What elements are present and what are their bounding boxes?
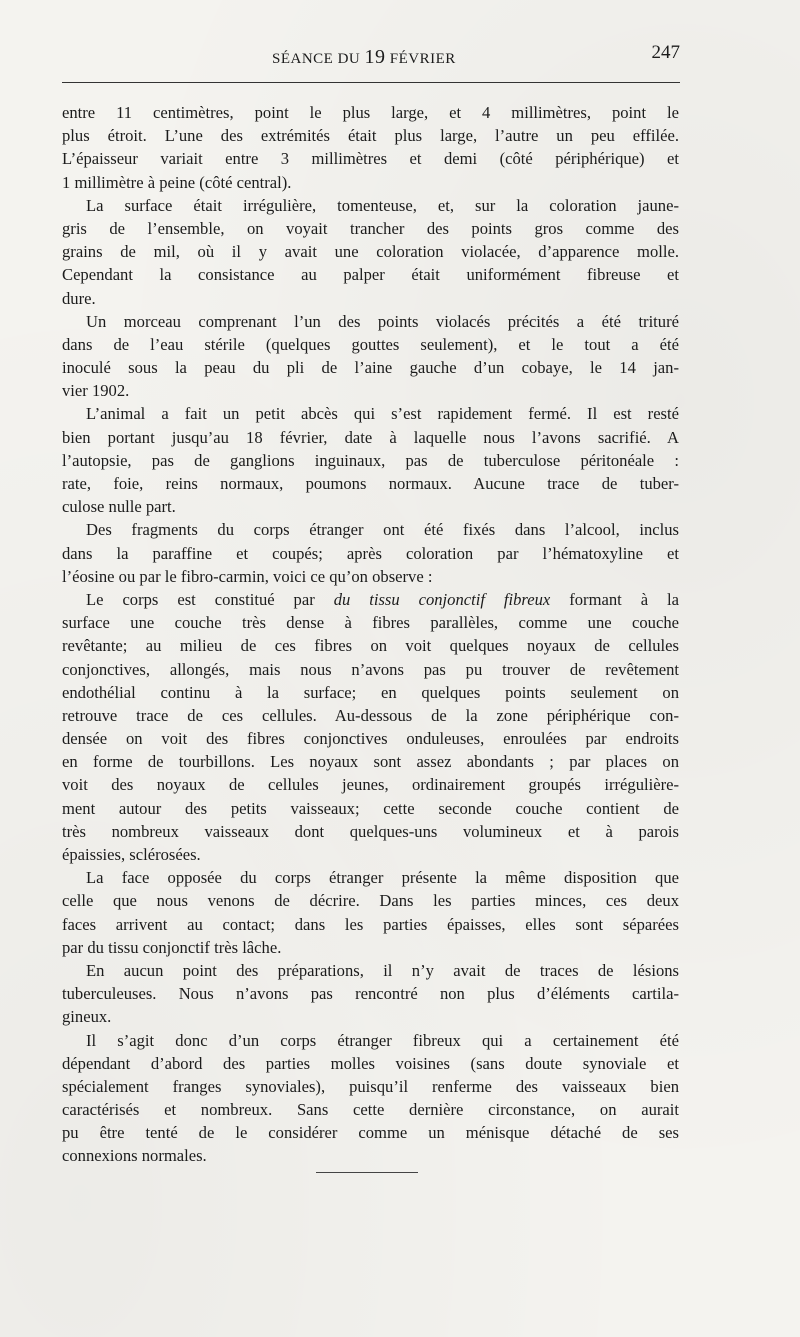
paragraph-last-line: gineux.: [62, 1007, 112, 1027]
text-line: retrouve trace de ces cellules. Au-dessous de la zone périphérique con-: [62, 705, 679, 725]
text-line: ment autour des petits vaisseaux; cette seconde couche contient de: [62, 798, 679, 818]
text-line: celle que nous venons de décrire. Dans les parties minces, ces deux: [62, 891, 679, 911]
text-line: [62, 588, 679, 611]
paragraph-last-line: dure.: [62, 288, 96, 308]
paragraph-last-line: connexions normales.: [62, 1146, 207, 1166]
text-line: très nombreux vaisseaux dont quelques-uns volumineux et à parois: [62, 821, 679, 841]
running-head-day: 19: [364, 46, 386, 68]
text-line: faces arrivent au contact; dans les parties épaisses, elles sont séparées: [62, 914, 679, 934]
paragraph-last-line: 1 millimètre à peine (côté central).: [62, 172, 292, 192]
text-line: voit des noyaux de cellules jeunes, ordinairement groupés irrégulière-: [62, 775, 679, 795]
text-line: pu être tenté de le considérer comme un ménisque détaché de ses: [62, 1123, 679, 1143]
text-line: rate, foie, reins normaux, poumons normaux. Aucune trace de tuber-: [62, 474, 679, 493]
paragraph-last-line: par du tissu conjonctif très lâche.: [62, 937, 282, 957]
paragraph-last-line: l’éosine ou par le fibro-carmin, voici ce qu’on observe :: [62, 566, 433, 586]
text-line: dans la paraffine et coupés; après coloration par l’hématoxyline et: [62, 543, 679, 563]
text-line: en forme de tourbillons. Les noyaux sont assez abondants ; par places on: [62, 752, 679, 772]
text-line: revêtante; au milieu de ces fibres on voit quelques noyaux de cellules: [62, 636, 679, 656]
text-line: spécialement franges synoviales), puisqu’il renferme des vaisseaux bien: [62, 1076, 679, 1096]
text-line: Cependant la consistance au palper était uniformément fibreuse et: [62, 265, 679, 285]
text-segment: formant à la: [550, 589, 679, 609]
text-line: endothélial continu à la surface; en quelques points seulement on: [62, 682, 679, 702]
paragraph-last-line: épaissies, sclérosées.: [62, 845, 201, 864]
text-line: Des fragments du corps étranger ont été fixés dans l’alcool, inclus: [86, 520, 679, 540]
running-head-title-part2: FÉVRIER: [385, 51, 456, 67]
header-rule: [62, 82, 680, 83]
text-line: surface une couche très dense à fibres parallèles, comme une couche: [62, 613, 679, 633]
text-line: Il s’agit donc d’un corps étranger fibreux qui a certainement été: [86, 1030, 679, 1050]
text-line: tuberculeuses. Nous n’avons pas rencontré non plus d’éléments cartila-: [62, 984, 679, 1004]
text-line: gris de l’ensemble, on voyait trancher des points gros comme des: [62, 218, 679, 238]
italic-term: du tissu conjonctif fibreux: [333, 589, 551, 609]
page-number: 247: [651, 42, 680, 63]
text-line: La surface était irrégulière, tomenteuse, et, sur la coloration jaune-: [86, 195, 679, 215]
text-line: La face opposée du corps étranger présente la même disposition que: [86, 868, 679, 888]
body-text: [62, 101, 679, 1168]
text-line: densée on voit des fibres conjonctives onduleuses, enroulées par endroits: [62, 729, 679, 749]
section-end-rule: [316, 1172, 418, 1173]
text-line: dans de l’eau stérile (quelques gouttes seulement), et le tout a été: [62, 334, 679, 354]
text-segment: Le corps est constitué par: [86, 589, 334, 609]
text-line: inoculé sous la peau du pli de l’aine gauche d’un cobaye, le 14 jan-: [62, 358, 679, 378]
text-line: En aucun point des préparations, il n’y avait de traces de lésions: [86, 960, 679, 980]
text-line: entre 11 centimètres, point le plus large, et 4 millimètres, point le: [62, 103, 679, 122]
running-head-title: [272, 46, 456, 69]
text-line: bien portant jusqu’au 18 février, date à laquelle nous l’avons sacrifié. A: [62, 427, 679, 447]
paragraph-last-line: vier 1902.: [62, 381, 130, 401]
text-line: grains de mil, où il y avait une coloration violacée, d’apparence molle.: [62, 242, 679, 262]
text-line: L’animal a fait un petit abcès qui s’est rapidement fermé. Il est resté: [86, 404, 679, 424]
running-head-title-part1: SÉANCE DU: [272, 51, 365, 67]
text-line: plus étroit. L’une des extrémités était plus large, l’autre un peu effilée.: [62, 126, 679, 146]
text-line: l’autopsie, pas de ganglions inguinaux, pas de tuberculose péritonéale :: [62, 450, 679, 470]
paragraph-last-line: culose nulle part.: [62, 497, 176, 517]
text-line: caractérisés et nombreux. Sans cette dernière circonstance, on aurait: [62, 1100, 679, 1120]
text-line: Un morceau comprenant l’un des points violacés précités a été trituré: [86, 311, 679, 331]
text-line: conjonctives, allongés, mais nous n’avons pas pu trouver de revêtement: [62, 659, 679, 679]
running-head: [62, 40, 680, 68]
text-line: L’épaisseur variait entre 3 millimètres et demi (côté périphérique) et: [62, 149, 679, 169]
text-line: dépendant d’abord des parties molles voisines (sans doute synoviale et: [62, 1053, 679, 1073]
